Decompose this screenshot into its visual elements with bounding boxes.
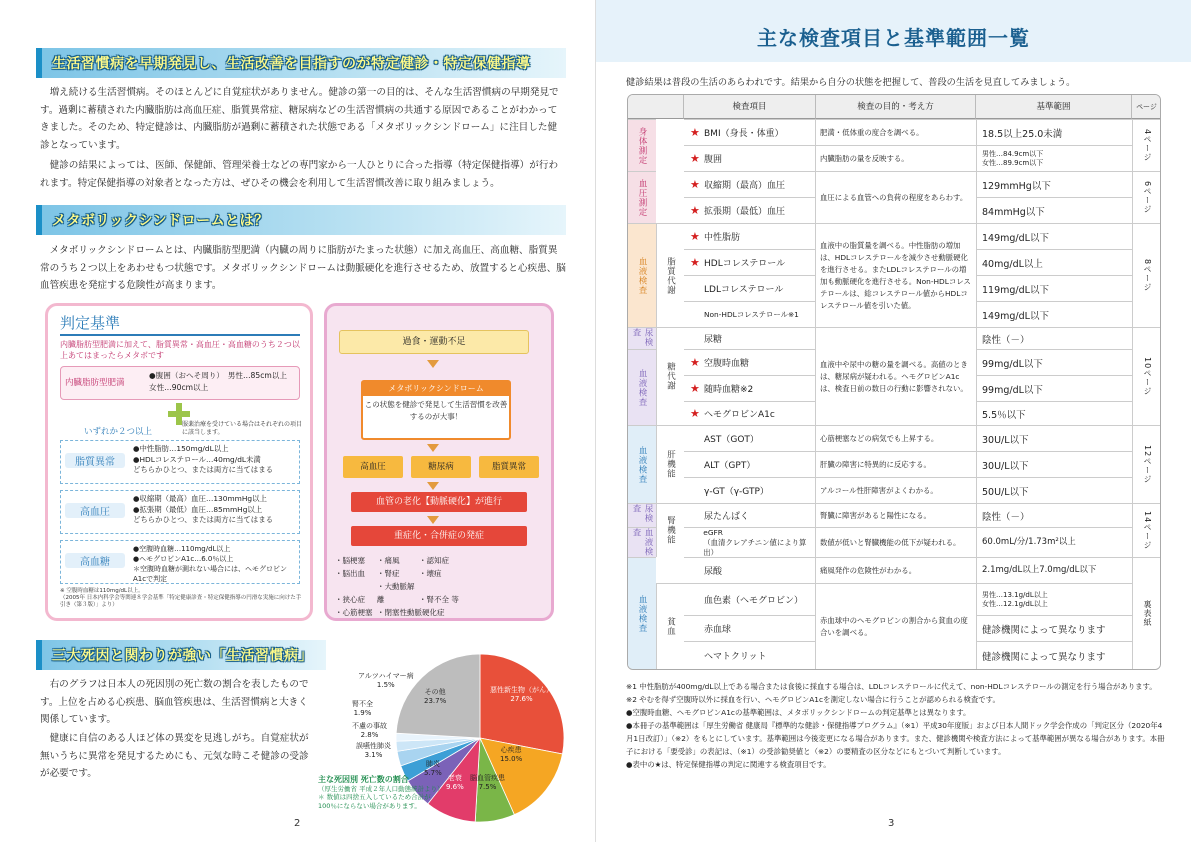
- item-name: LDLコレステロール: [704, 285, 784, 295]
- item-name: 拡張期（最低）血圧: [704, 207, 786, 217]
- page-reference: 4ページ: [1143, 128, 1152, 163]
- subgroup-label: [656, 425, 684, 503]
- star-icon: ★: [690, 407, 700, 420]
- waist-label: 内臓脂肪型肥満: [65, 378, 125, 388]
- purpose-cell: 肝臓の障害に特異的に反応する。: [816, 451, 976, 477]
- pie-label-aspiration: 誤嚥性肺炎 3.1%: [356, 742, 391, 759]
- pie-label-accident: 不慮の事故 2.8%: [352, 722, 387, 739]
- arrow-down-icon: [427, 482, 439, 490]
- group-label-text: 尿検査: [631, 328, 653, 347]
- pie-label-pneumonia: 肺炎 5.7%: [424, 760, 442, 777]
- item-cell: [684, 120, 816, 145]
- group-label-text: 血液検査: [637, 256, 647, 295]
- note-line: ●本冊子の基準範囲は「厚生労働省 健康局『標準的な健診・保健指導プログラム』（※1）平成30年度版」および日本人間ドック学会作成の「判定区分（2020年4月1日改訂）」（※2）をもとにしています。基準範囲は今後変更になる場合があります。また、健診機関や検査方法によって基準範囲が異なる場合があります。本冊子における「要受診」の表記は、（※1）の受診勧奨値と（※2）の要精査の区分などにもとづいて判断しています。: [626, 721, 1165, 756]
- reference-range-cell: 84mmHg以下: [976, 198, 1132, 223]
- pie-label-brain: 脳血管疾患 7.5%: [470, 774, 505, 791]
- star-icon: ★: [690, 152, 700, 165]
- item-name: ヘモグロビンA1c: [704, 410, 775, 420]
- section2-title: メタボリックシンドロームとは？: [52, 213, 269, 229]
- right-page: [596, 0, 1191, 842]
- header-blank: [628, 95, 684, 119]
- page-reference: 12ページ: [1143, 444, 1152, 485]
- item-cell: [684, 172, 816, 197]
- arrow-down-icon: [427, 516, 439, 524]
- item-name: 空腹時血糖: [704, 359, 750, 369]
- dyslipidemia-box: 脂質異常: [479, 456, 539, 478]
- metabolic-head: メタボリックシンドローム: [363, 382, 509, 396]
- subgroup-label-text: 貧血: [665, 617, 676, 636]
- item-cell: [684, 528, 816, 557]
- section2-header: [36, 205, 566, 235]
- item-cell: [684, 426, 816, 451]
- disease-item: ・閉塞性動脈硬化症: [377, 608, 445, 617]
- reference-range-cell: 2.1mg/dL以上7.0mg/dL以下: [976, 558, 1132, 583]
- pie-label-kidney: 腎不全 1.9%: [352, 700, 373, 717]
- purpose-cell: 肥満・低体重の度合を調べる。: [816, 119, 976, 145]
- header-page: ページ: [1132, 95, 1161, 119]
- disease-item: ・腎不全 等: [419, 595, 459, 604]
- section3-header: [36, 640, 326, 670]
- header-range: 基準範囲: [976, 95, 1132, 119]
- item-name: BMI（身長・体重）: [704, 129, 784, 139]
- item-name: 赤血球: [704, 625, 732, 635]
- waist-text: ●腹囲（おへそ周り） 男性…85cm以上 女性…90cm以上: [149, 371, 295, 392]
- item-cell: [684, 504, 816, 527]
- arrow-down-icon: [427, 444, 439, 452]
- section2-paragraph: メタボリックシンドロームとは、内臓脂肪型肥満（内臓の周りに脂肪がたまった状態）に加え高血圧、高血糖、脂質異常のうち２つ以上をあわせもつ状態です。メタボリックシンドロームは動脈硬化を進行させるため、放置すると心疾患、脳血管疾患を発症する危険性が高まります。: [40, 245, 566, 291]
- two-or-more-note: 服薬治療を受けている場合はそれぞれの項目に該当します。: [182, 421, 303, 436]
- page-number: 2: [294, 818, 301, 829]
- criterion-text: ●空腹時血糖…110mg/dL以上 ●ヘモグロビンA1c…6.0％以上 ＊空腹時血糖が測れない場合には、ヘモグロビンA1cで判定: [133, 545, 287, 583]
- pie-caption-source: （厚生労働省 平成２年人口動態統計より）: [318, 784, 444, 793]
- item-cell: [684, 224, 816, 249]
- star-icon: ★: [690, 126, 700, 139]
- item-cell: [684, 452, 816, 477]
- item-cell: [684, 642, 816, 669]
- item-name: 腹囲: [704, 155, 723, 165]
- metabolic-flow-box: [324, 303, 554, 621]
- pie-caption: [318, 776, 444, 810]
- reference-range-cell: 149mg/dL以下: [976, 302, 1132, 327]
- group-label-text: 血液検査: [637, 368, 647, 407]
- reference-range-cell: 18.5以上25.0未満: [976, 120, 1132, 145]
- page-title: 主な検査項目と基準範囲一覧: [757, 26, 1030, 50]
- reference-range-cell: 99mg/dL以下: [976, 350, 1132, 375]
- judge-title-underline: [60, 334, 300, 336]
- group-label: [628, 223, 656, 327]
- reference-range-cell: 119mg/dL以下: [976, 276, 1132, 301]
- disease-item: ・狭心症: [335, 595, 365, 604]
- group-label: [628, 425, 656, 503]
- item-name: eGFR （血清クレアチニン値により算出）: [703, 527, 807, 557]
- item-cell: [684, 402, 816, 425]
- purpose-cell: 赤血球中のヘモグロビンの割合から貧血の度合いを調べる。: [816, 583, 976, 669]
- subgroup-label-text: 脂質代謝: [665, 256, 676, 295]
- subgroup-label-text: 糖代謝: [665, 362, 676, 391]
- reference-range-cell: 129mmHg以下: [976, 172, 1132, 197]
- item-cell: [684, 478, 816, 503]
- reference-range-cell: 99mg/dL以下: [976, 376, 1132, 401]
- reference-range-cell: 30U/L以下: [976, 452, 1132, 477]
- reference-range-cell: 陰性（－）: [976, 328, 1132, 349]
- header-purpose: 検査の目的・考え方: [816, 95, 976, 119]
- item-cell: [684, 558, 816, 583]
- disease-item: ・大動脈解離: [377, 582, 415, 604]
- purpose-cell: 数値が低いと腎臓機能の低下が疑われる。: [816, 527, 976, 557]
- reference-range-cell: 60.0mL/分/1.73m²以上: [976, 528, 1132, 557]
- star-icon: ★: [690, 382, 700, 395]
- item-name: HDLコレステロール: [704, 259, 786, 269]
- purpose-cell: 血液中の脂質量を調べる。中性脂肪の増加は、HDLコレステロールを減少させ動脈硬化を進行させる。またLDLコレステロールの増加も動脈硬化を進行させる。Non-HDLコレステロールは、総コレステロール値からHDLコレステロール値を引いた値。: [816, 223, 976, 327]
- waist-criterion: [60, 366, 300, 400]
- item-cell: [684, 146, 816, 171]
- note-line: ●空腹時血糖、ヘモグロビンA1cの基準範囲は、メタボリックシンドロームの判定基準とは異なります。: [626, 708, 971, 717]
- group-label: [628, 171, 656, 223]
- reference-range-cell: 健診機関によって異なります: [976, 642, 1132, 669]
- two-or-more-label: いずれか２つ以上: [84, 427, 153, 437]
- pie-caption-note: ＊ 数値は四捨五入しているため合計が100％にならない場合があります。: [318, 793, 431, 810]
- reference-range-cell: 50U/L以下: [976, 478, 1132, 503]
- item-cell: [684, 302, 816, 327]
- item-name: AST（GOT）: [704, 435, 759, 445]
- pie-label-alzheimer: アルツハイマー病 1.5%: [358, 672, 414, 689]
- subgroup-label: [656, 223, 684, 327]
- star-icon: ★: [690, 230, 700, 243]
- reference-range-cell: 5.5％以下: [976, 402, 1132, 425]
- metabolic-syndrome-box: [361, 380, 511, 440]
- criterion-lipid: [60, 440, 300, 484]
- star-icon: ★: [690, 204, 700, 217]
- section3-paragraph2: 健康に自信のある人ほど体の異変を見逃しがち。自覚症状が無いうちに異常を発見するためにも、元気な時こそ健診の受診が必要です。: [40, 733, 309, 779]
- overeating-box: 過食・運動不足: [339, 330, 529, 354]
- section1-paragraph1: 増え続ける生活習慣病。そのほとんどに自覚症状がありません。健診の第一の目的は、そんな生活習慣病の早期発見です。過剰に蓄積された内臓脂肪は高血圧症、脂質異常症、糖尿病などの生活習慣病の共通する原因であることがわかってきました。そのため、特定健診は、内臓脂肪が過剰に蓄積された状態である「メタボリックシンドローム」に注目した健診となっています。: [40, 87, 559, 151]
- reference-range-table: [627, 94, 1161, 670]
- pie-label-other: その他 23.7%: [424, 688, 447, 705]
- reference-range-cell: 30U/L以下: [976, 426, 1132, 451]
- header-item: 検査項目: [684, 95, 816, 119]
- group-label-text: 身体測定: [637, 126, 647, 165]
- item-name: 中性脂肪: [704, 233, 741, 243]
- star-icon: ★: [690, 356, 700, 369]
- item-name: γ-GT（γ-GTP）: [704, 487, 769, 497]
- group-label: [628, 349, 656, 425]
- page-number: 3: [888, 818, 895, 829]
- star-icon: ★: [690, 178, 700, 191]
- group-label: [628, 557, 656, 669]
- criterion-label: 高血糖: [65, 553, 125, 568]
- reference-range-cell: 陰性（－）: [976, 504, 1132, 527]
- item-cell: [684, 276, 816, 301]
- page-reference: 8ページ: [1143, 258, 1152, 293]
- purpose-cell: 内臓脂肪の量を反映する。: [816, 145, 976, 171]
- disease-item: ・腎症: [377, 569, 400, 578]
- intro-text: 健診結果は普段の生活のあらわれです。結果から自分の状態を把握して、普段の生活を見直してみましょう。: [626, 77, 1076, 88]
- subgroup-label: [656, 327, 684, 425]
- reference-range-cell: 149mg/dL以下: [976, 224, 1132, 249]
- arteriosclerosis-bar: 血管の老化【動脈硬化】が進行: [351, 492, 527, 512]
- group-label: [628, 527, 656, 557]
- page-reference: 6ページ: [1143, 180, 1152, 215]
- item-cell: [684, 584, 816, 615]
- subgroup-label-text: 腎機能: [665, 516, 676, 545]
- disease-item: ・壊疽: [419, 569, 442, 578]
- reference-range-cell: 男性…13.1g/dL以上 女性…12.1g/dL以上: [976, 584, 1132, 615]
- item-name: 随時血糖※2: [704, 385, 754, 395]
- item-name: 尿たんぱく: [704, 512, 750, 522]
- purpose-cell: 血液中や尿中の糖の量を調べる。高値のときは、糖尿病が疑われる。ヘモグロビンA1cは、検査日前の数日の行動に影響されない。: [816, 327, 976, 425]
- item-name: 血色素（ヘモグロビン）: [704, 596, 804, 606]
- disease-item: ・心筋梗塞: [335, 608, 373, 617]
- disease-list: [335, 554, 467, 619]
- item-name: 尿酸: [704, 567, 723, 577]
- item-cell: [684, 198, 816, 223]
- item-cell: [684, 250, 816, 275]
- reference-range-cell: 健診機関によって異なります: [976, 616, 1132, 641]
- subgroup-label: [656, 503, 684, 557]
- reference-range-cell: 男性…84.9cm以下 女性…89.9cm以下: [976, 146, 1132, 171]
- disease-item: ・脳出血: [335, 569, 365, 578]
- item-cell: [684, 616, 816, 641]
- star-icon: ★: [690, 256, 700, 269]
- disease-item: ・痛風: [377, 556, 400, 565]
- purpose-cell: 腎臓に障害があると陽性になる。: [816, 503, 976, 527]
- complication-bar: 重症化・合併症の発症: [351, 526, 527, 546]
- criterion-label: 高血圧: [65, 503, 125, 518]
- subgroup-label-text: 肝機能: [665, 450, 676, 479]
- note-line: ※1 中性脂肪が400mg/dL以上である場合または食後に採血する場合は、LDLコレステロールに代えて、non-HDLコレステロールの測定を行う場合があります。: [626, 682, 1157, 691]
- judge-title: 判定基準: [60, 314, 121, 332]
- subgroup-label: [656, 583, 684, 669]
- section3-paragraph1: 右のグラフは日本人の死因別の死亡数の割合を表したものです。上位を占める心疾患、脳血管疾患は、生活習慣病と大きく関係しています。: [40, 679, 309, 725]
- purpose-cell: アルコール性肝障害がよくわかる。: [816, 477, 976, 503]
- reference-range-cell: 40mg/dL以上: [976, 250, 1132, 275]
- section1-header: [36, 48, 566, 78]
- criterion-blood-sugar: [60, 540, 300, 584]
- section3-title: 三大死因と関わりが強い「生活習慣病」: [52, 648, 313, 664]
- metabolic-body: この状態を健診で発見して生活習慣を改善するのが大事！: [364, 400, 508, 421]
- group-label-text: 血液検査: [637, 445, 647, 484]
- pie-label-heart: 心疾患 15.0%: [500, 746, 523, 763]
- notes: [626, 680, 1166, 771]
- page-reference: 10ページ: [1143, 356, 1152, 397]
- group-label: [628, 119, 656, 171]
- item-cell: [684, 328, 816, 349]
- criterion-text: ●中性脂肪…150mg/dL以上 ●HDLコレステロール…40mg/dL未満 どちらかひとつ、または両方に当てはまる: [133, 444, 273, 474]
- page-reference: 14ページ: [1143, 510, 1152, 551]
- criterion-text: ●収縮期（最高）血圧…130mmHg以上 ●拡張期（最低）血圧…85mmHg以上 どちらかひとつ、または両方に当てはまる: [133, 494, 273, 524]
- purpose-cell: 痛風発作の危険性がわかる。: [816, 557, 976, 583]
- group-label-text: 血圧測定: [637, 178, 647, 217]
- item-cell: [684, 376, 816, 401]
- item-name: ヘマトクリット: [704, 652, 767, 662]
- item-name: 尿糖: [704, 335, 723, 345]
- group-label: [628, 327, 656, 349]
- disease-item: ・認知症: [419, 556, 449, 565]
- note-line: ●表中の★は、特定保健指導の判定に関連する検査項目です。: [626, 760, 831, 769]
- disease-item: ・脳梗塞: [335, 556, 365, 565]
- diabetes-box: 糖尿病: [411, 456, 471, 478]
- page-reference: 裏表紙: [1143, 600, 1152, 627]
- judge-footnote: ※ 空腹時血糖は110mg/dL以上。 （2005年 日本内科学会等関連８学会基準「特定健康診査・特定保健指導の円滑な実施に向けた手引き（第３版）」より）: [60, 588, 302, 608]
- item-name: 収縮期（最高）血圧: [704, 181, 786, 191]
- pie-label-cancer: 悪性新生物（がん） 27.6%: [490, 686, 553, 703]
- purpose-cell: 血圧による血管への負荷の程度をあらわす。: [816, 171, 976, 223]
- judgement-criteria-box: [45, 303, 313, 621]
- pie-caption-title: 主な死因別 死亡数の割合: [318, 775, 409, 784]
- note-line: ※2 やむを得ず空腹時以外に採血を行い、ヘモグロビンA1cを測定しない場合に行うことが認められる検査です。: [626, 695, 1000, 704]
- section1-paragraph2: 健診の結果によっては、医師、保健師、管理栄養士などの専門家から一人ひとりに合った指導（特定保健指導）が行われます。特定保健指導の対象者となった方は、ぜひその機会を利用して生活習慣改善に取り組みましょう。: [40, 160, 559, 189]
- criterion-label: 脂質異常: [65, 453, 125, 468]
- purpose-cell: 心筋梗塞などの病気でも上昇する。: [816, 425, 976, 451]
- judge-subtitle: 内臓脂肪型肥満に加えて、脂質異常・高血圧・高血糖のうち２つ以上あてはまったらメタボです: [60, 340, 300, 360]
- criterion-blood-pressure: [60, 490, 300, 534]
- arrow-down-icon: [427, 360, 439, 368]
- pie-label-senility: 老衰 9.6%: [446, 774, 464, 791]
- item-name: ALT（GPT）: [704, 461, 756, 471]
- hypertension-box: 高血圧: [343, 456, 403, 478]
- group-label-text: 尿検査: [631, 504, 653, 523]
- group-label-text: 血液検査: [637, 594, 647, 633]
- item-name: Non-HDLコレステロール※1: [704, 309, 799, 319]
- group-label-text: 血液検査: [631, 528, 653, 557]
- section1-title: 生活習慣病を早期発見し、生活改善を目指すのが特定健診・特定保健指導: [52, 56, 531, 72]
- item-cell: [684, 350, 816, 375]
- group-label: [628, 503, 656, 527]
